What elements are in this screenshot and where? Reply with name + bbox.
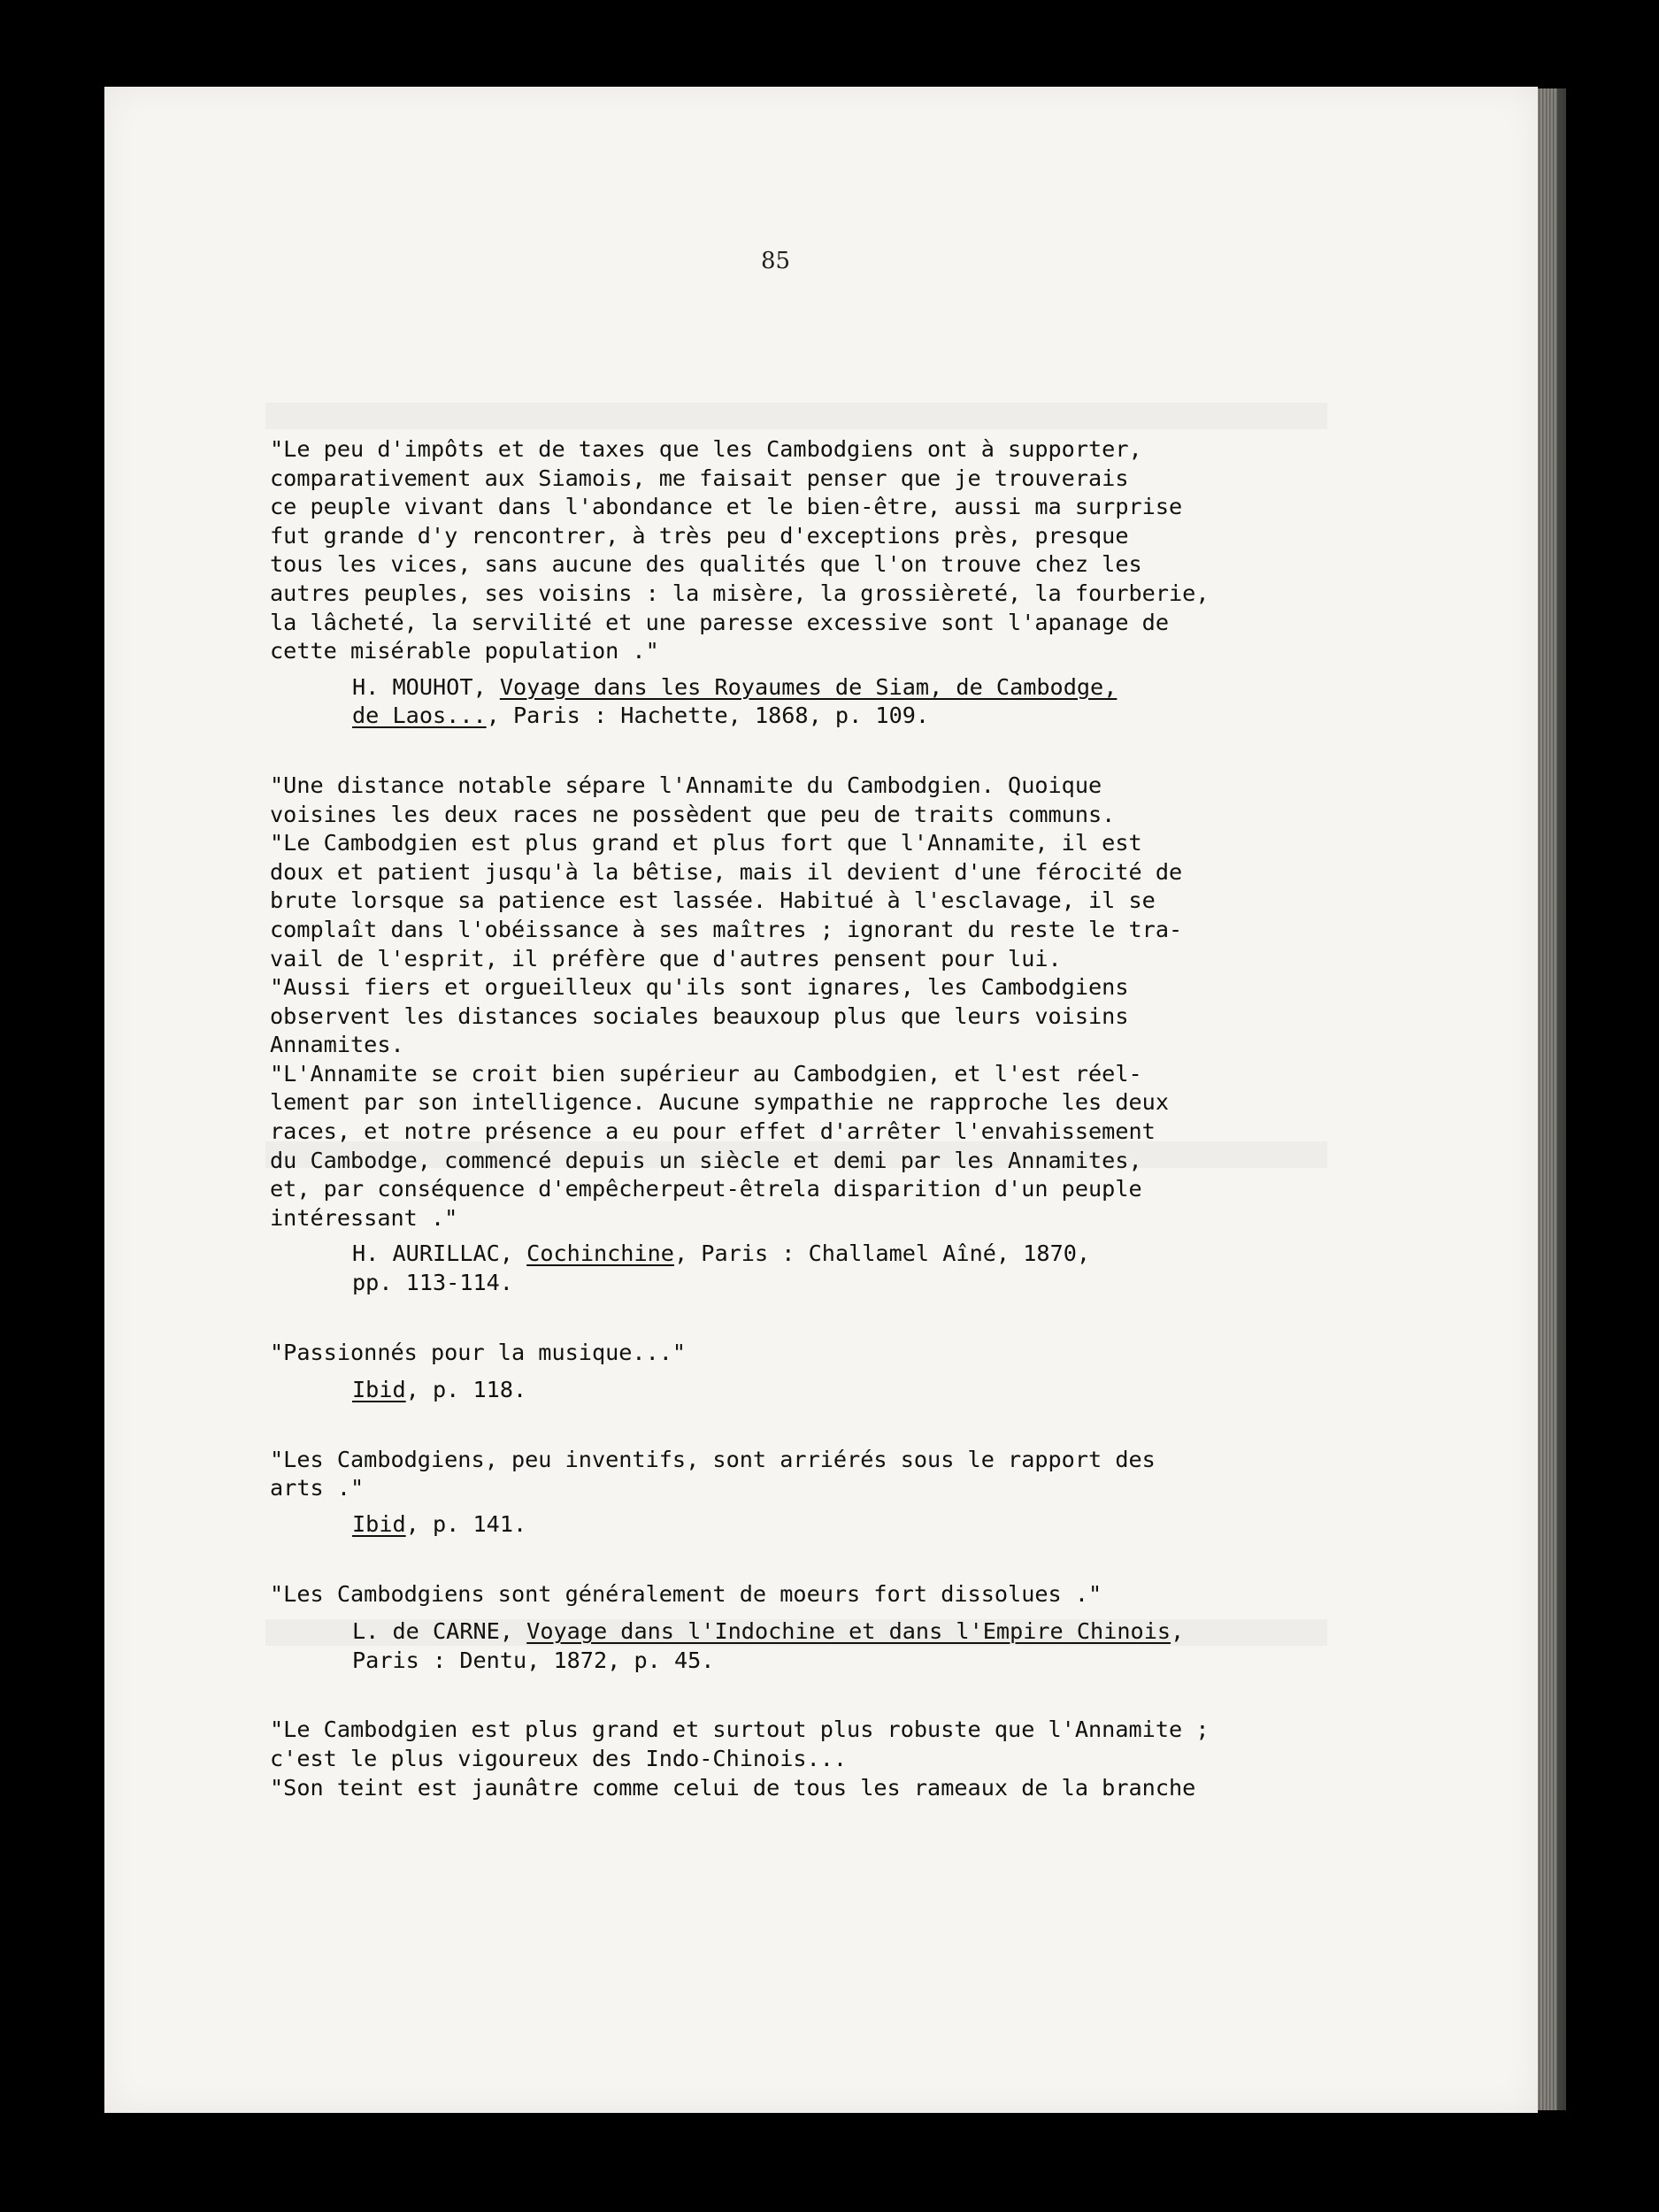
text-line: "L'Annamite se croit bien supérieur au Cambodgien, et l'est réel- [270, 1060, 1142, 1087]
citation-carne: L. de CARNE, Voyage dans l'Indochine et dans l'Empire Chinois, Paris : Dentu, 1872, p. 45. [270, 1617, 1340, 1675]
citation-title-cont: de Laos... [352, 703, 487, 729]
quote-music [270, 1339, 1340, 1368]
text-line: du Cambodge, commencé depuis un siècle et demi par les Annamites, [270, 1147, 1142, 1173]
page-body [270, 435, 1340, 1802]
citation-ibid-label: Ibid [352, 1511, 406, 1537]
quote-mouhot [270, 435, 1340, 666]
text-line: "Le peu d'impôts et de taxes que les Cambodgiens ont à supporter, [270, 436, 1142, 462]
citation-title: Cochinchine [526, 1240, 674, 1267]
text-line: races, et notre présence a eu pour effet d'arrêter l'envahissement [270, 1118, 1156, 1145]
quote-arts [270, 1446, 1340, 1503]
text-line: voisines les deux races ne possèdent que peu de traits communs. [270, 801, 1116, 827]
text-line: c'est le plus vigoureux des Indo-Chinois... [270, 1745, 848, 1771]
text-line: autres peuples, ses voisins : la misère, la grossièreté, la fourberie, [270, 580, 1210, 606]
text-line: cette misérable population ." [270, 638, 659, 664]
text-line: tous les vices, sans aucune des qualités que l'on trouve chez les [270, 551, 1142, 578]
text-line: observent les distances sociales beauxoup plus que leurs voisins [270, 1002, 1129, 1029]
citation-title: Voyage dans les Royaumes de Siam, de Cambodge, [499, 673, 1118, 700]
text-line: "Son teint est jaunâtre comme celui de tous les rameaux de la branche [270, 1774, 1196, 1801]
citation-mouhot [270, 673, 1340, 731]
citation-author: H. MOUHOT, [352, 673, 487, 700]
text-line: la lâcheté, la servilité et une paresse excessive sont l'apanage de [270, 609, 1169, 635]
citation-author: L. de CARNE, [352, 1618, 513, 1645]
text-line: "Les Cambodgiens, peu inventifs, sont arriérés sous le rapport des [270, 1446, 1156, 1472]
text-line: vail de l'esprit, il préfère que d'autres pensent pour lui. [270, 945, 1062, 972]
text-line: et, par conséquence d'empêcherpeut-êtrela disparition d'un peuple [270, 1176, 1142, 1202]
text-line: fut grande d'y rencontrer, à très peu d'exceptions près, presque [270, 522, 1129, 549]
citation-ibid [270, 1376, 1340, 1405]
page-number: 85 [761, 248, 791, 274]
text-line: "Passionnés pour la musique..." [270, 1339, 687, 1365]
text-line: comparativement aux Siamois, me faisait penser que je trouverais [270, 465, 1129, 491]
text-line: arts ." [270, 1475, 365, 1502]
text-line: Annamites. [270, 1032, 404, 1058]
citation-ibid-label: Ibid [352, 1377, 406, 1403]
text-line: "Le Cambodgien est plus grand et surtout plus robuste que l'Annamite ; [270, 1717, 1210, 1743]
text-line: "Les Cambodgiens sont généralement de moeurs fort dissolues ." [270, 1580, 1102, 1607]
quote-robust [270, 1716, 1340, 1802]
citation-ibid-page: , p. 118. [405, 1377, 527, 1403]
text-line: "Le Cambodgien est plus grand et plus fort que l'Annamite, il est [270, 830, 1142, 856]
text-line: brute lorsque sa patience est lassée. Habitué à l'esclavage, il se [270, 887, 1156, 914]
text-line: ce peuple vivant dans l'abondance et le bien-être, aussi ma surprise [270, 494, 1183, 520]
text-line: doux et patient jusqu'à la bêtise, mais il devient d'une férocité de [270, 858, 1183, 885]
citation-title: Voyage dans l'Indochine et dans l'Empire Chinois [526, 1618, 1171, 1645]
citation-publisher: , Paris : Challamel Aîné, 1870, [673, 1240, 1091, 1267]
citation-pages: pp. 113-114. [352, 1270, 513, 1296]
citation-publisher: , Paris : Hachette, 1868, p. 109. [486, 703, 930, 729]
citation-aurillac [270, 1240, 1340, 1297]
citation-publisher: Paris : Dentu, 1872, p. 45. [352, 1647, 715, 1673]
quote-carne [270, 1580, 1340, 1609]
text-line: intéressant ." [270, 1204, 458, 1231]
citation-author: H. AURILLAC, [352, 1240, 513, 1267]
text-line: "Aussi fiers et orgueilleux qu'ils sont ignares, les Cambodgiens [270, 974, 1129, 1001]
quote-aurillac [270, 772, 1340, 1233]
citation-ibid [270, 1510, 1340, 1540]
citation-ibid-page: , p. 141. [405, 1511, 527, 1537]
text-line: "Une distance notable sépare l'Annamite du Cambodgien. Quoique [270, 772, 1102, 798]
text-line: complaît dans l'obéissance à ses maîtres ; ignorant du reste le tra- [270, 916, 1183, 942]
text-line: lement par son intelligence. Aucune sympathie ne rapproche les deux [270, 1089, 1169, 1116]
